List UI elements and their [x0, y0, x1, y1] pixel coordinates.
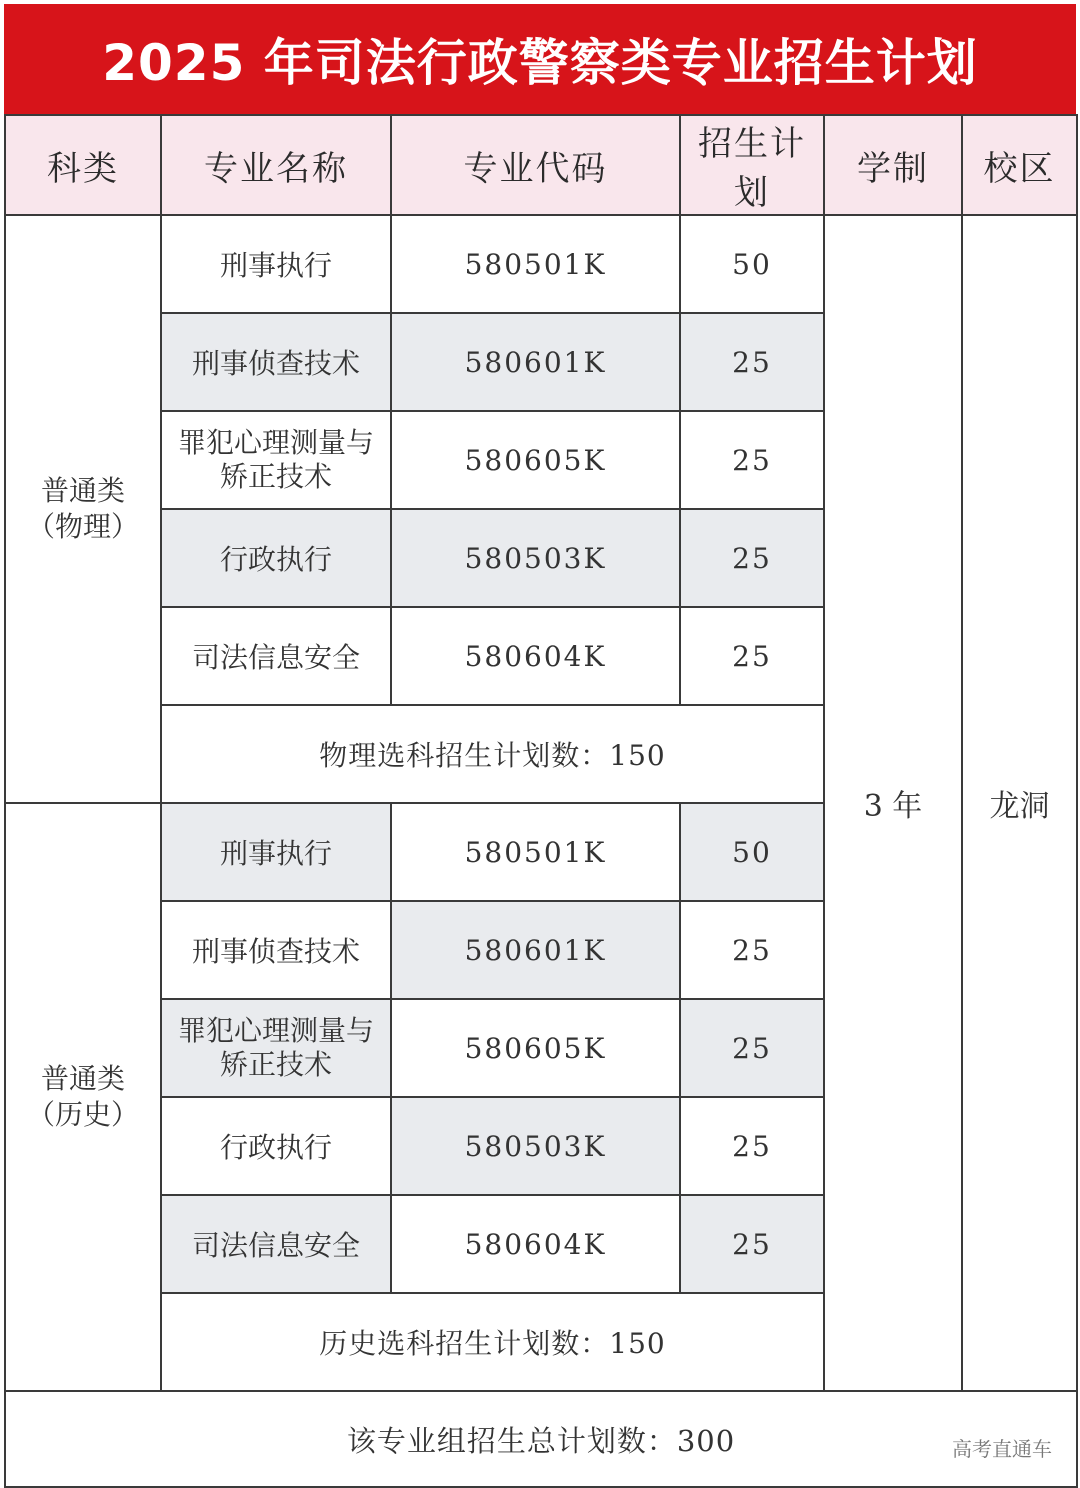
major-name-cell [161, 803, 391, 901]
major-name-line: 罪犯心理测量与 [177, 426, 374, 459]
category-line: （物理） [26, 510, 139, 543]
major-name-cell [161, 901, 391, 999]
enroll-plan: 25 [680, 313, 824, 411]
header-major-name: 专业名称 [161, 115, 391, 215]
major-name: 行政执行 [219, 543, 332, 576]
major-name-cell [161, 509, 391, 607]
enroll-plan: 50 [680, 803, 824, 901]
total-row [5, 1391, 1077, 1487]
category-line: （历史） [26, 1098, 139, 1131]
category-physics [5, 215, 161, 803]
major-code: 580605K [391, 411, 680, 509]
major-name-cell [161, 411, 391, 509]
major-name: 刑事执行 [219, 837, 332, 870]
major-name-cell [161, 999, 391, 1097]
category-history [5, 803, 161, 1391]
header-campus: 校区 [962, 115, 1077, 215]
header-major-code: 专业代码 [391, 115, 680, 215]
header-row [5, 115, 1077, 215]
major-code: 580604K [391, 607, 680, 705]
enroll-plan: 25 [680, 411, 824, 509]
major-name-line: 矫正技术 [219, 1048, 332, 1081]
major-code: 580601K [391, 313, 680, 411]
major-name: 刑事侦查技术 [191, 347, 360, 380]
grand-total: 该专业组招生总计划数：300 [5, 1391, 1077, 1487]
enroll-plan: 25 [680, 999, 824, 1097]
major-name: 司法信息安全 [191, 641, 360, 674]
category-line: 普通类 [40, 474, 125, 507]
enrollment-table-wrapper [4, 114, 1078, 1488]
major-name-cell [161, 607, 391, 705]
header-enroll-plan: 招生计划 [680, 115, 824, 215]
major-name: 司法信息安全 [191, 1229, 360, 1262]
major-code: 580503K [391, 1097, 680, 1195]
campus-cell: 龙洞 [962, 215, 1077, 1391]
major-name-cell [161, 313, 391, 411]
enroll-plan: 25 [680, 607, 824, 705]
header-duration: 学制 [824, 115, 962, 215]
enroll-plan: 25 [680, 1097, 824, 1195]
major-code: 580501K [391, 803, 680, 901]
header-category: 科类 [5, 115, 161, 215]
major-name-cell [161, 215, 391, 313]
major-name-line: 罪犯心理测量与 [177, 1014, 374, 1047]
major-code: 580604K [391, 1195, 680, 1293]
enrollment-table [4, 114, 1078, 1488]
enroll-plan: 25 [680, 509, 824, 607]
major-name-cell [161, 1097, 391, 1195]
major-code: 580501K [391, 215, 680, 313]
watermark: 高考直通车 [952, 1437, 1052, 1461]
major-code: 580503K [391, 509, 680, 607]
major-name: 刑事执行 [219, 249, 332, 282]
major-name: 刑事侦查技术 [191, 935, 360, 968]
enroll-plan: 25 [680, 1195, 824, 1293]
category-line: 普通类 [40, 1062, 125, 1095]
major-code: 580601K [391, 901, 680, 999]
enroll-plan: 50 [680, 215, 824, 313]
major-name: 行政执行 [219, 1131, 332, 1164]
major-code: 580605K [391, 999, 680, 1097]
page-title: 2025 年司法行政警察类专业招生计划 [4, 4, 1076, 114]
subtotal-history: 历史选科招生计划数：150 [161, 1293, 824, 1391]
duration-cell: 3 年 [824, 215, 962, 1391]
subtotal-physics: 物理选科招生计划数：150 [161, 705, 824, 803]
major-name-cell [161, 1195, 391, 1293]
enroll-plan: 25 [680, 901, 824, 999]
major-name-line: 矫正技术 [219, 460, 332, 493]
table-row [5, 215, 1077, 313]
